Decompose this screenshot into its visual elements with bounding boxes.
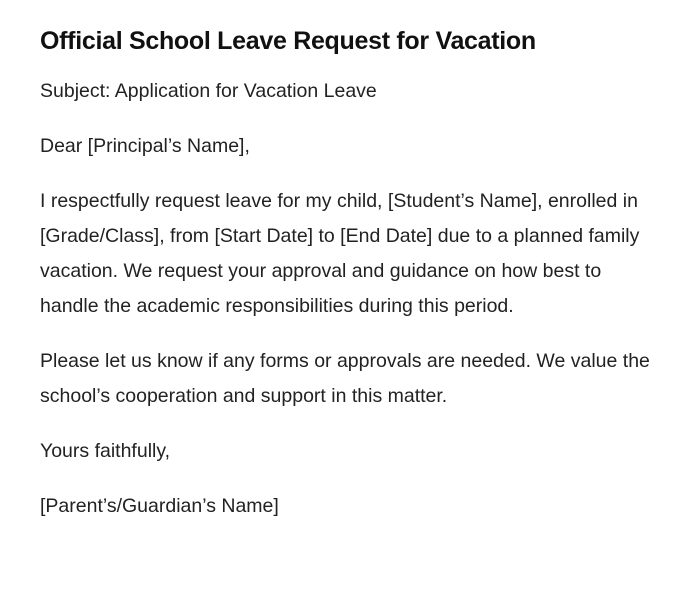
body-paragraph-request: I respectfully request leave for my child, [Student’s Name], enrolled in [Grade/Class], from [Start Date] to [End Date] due to a planned family vacation. We request your approval and guidance on how best to handle the academic responsibilities during this period.: [40, 190, 640, 317]
signature: [Parent’s/Guardian’s Name]: [40, 495, 279, 517]
letter-document: [40, 24, 660, 524]
subject-line: Subject: Application for Vacation Leave: [40, 80, 377, 102]
document-title: Official School Leave Request for Vacation: [40, 27, 536, 55]
salutation: Dear [Principal’s Name],: [40, 135, 250, 157]
closing: Yours faithfully,: [40, 440, 171, 462]
body-paragraph-cooperation: Please let us know if any forms or approvals are needed. We value the school’s cooperation and support in this matter.: [40, 350, 650, 407]
